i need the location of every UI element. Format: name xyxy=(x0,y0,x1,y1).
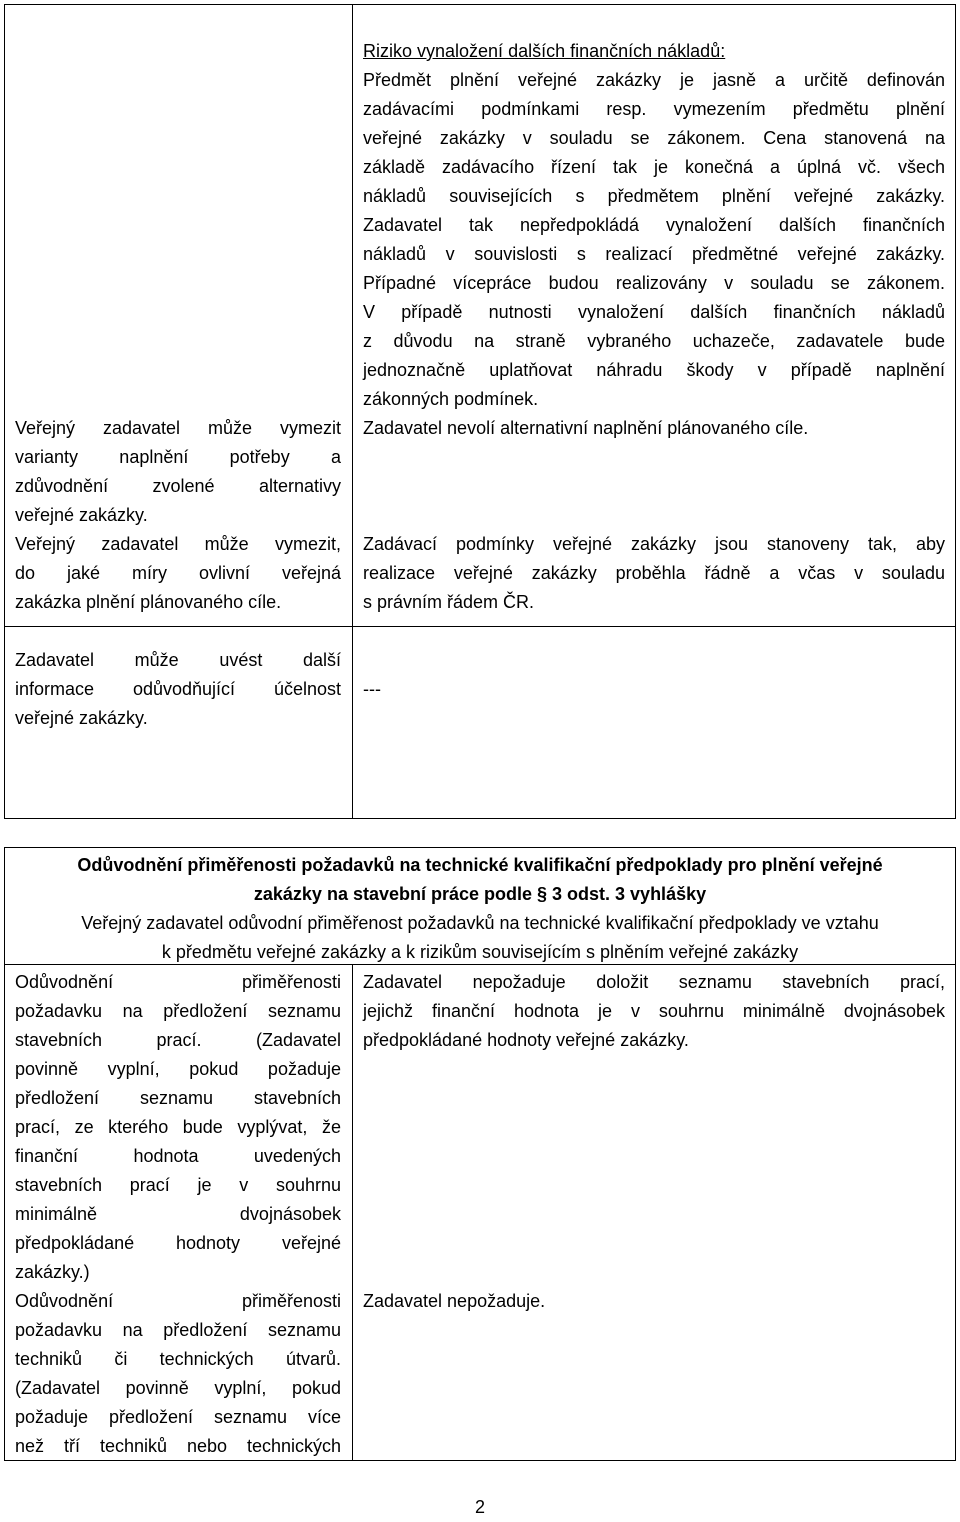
risk-line: z důvodu na straně vybraného uchazeče, zadavatele bude xyxy=(363,331,945,351)
works-list-label-line: zakázky.) xyxy=(15,1262,90,1282)
technicians-label-line: techniků či technických útvarů. xyxy=(15,1349,341,1369)
risk-line: V případě nutnosti vynaložení dalších finančních nákladů xyxy=(363,302,945,322)
risk-line: základě zadávacího řízení tak je konečná a úplná vč. všech xyxy=(363,157,945,177)
info-label-line: Zadavatel může uvést další xyxy=(15,650,341,670)
works-list-label-line: Odůvodnění přiměřenosti xyxy=(15,972,341,992)
table1-bottom-border xyxy=(4,818,956,819)
works-list-label-line: stavebních prací je v souhrnu xyxy=(15,1175,341,1195)
works-list-label-line: stavebních prací. (Zadavatel xyxy=(15,1030,341,1050)
table2-subheading-line: k předmětu veřejné zakázky a k rizikům souvisejícím s plněním veřejné zakázky xyxy=(161,942,799,962)
table2-top-border xyxy=(4,847,956,848)
risk-line: Případné vícepráce budou realizovány v souladu se zákonem. xyxy=(363,273,945,293)
variants-answer: Zadavatel nevolí alternativní naplnění plánovaného cíle. xyxy=(363,418,809,438)
risk-line: nákladů v souvislosti s realizací předmětné veřejné zakázky. xyxy=(363,244,945,264)
works-list-answer-line: Zadavatel nepožaduje doložit seznamu stavebních prací, xyxy=(363,972,945,992)
table2-heading-line: zakázky na stavební práce podle § 3 odst. 3 vyhlášky xyxy=(253,884,707,904)
table1-right-border xyxy=(955,4,956,819)
variants-label-line: varianty naplnění potřeby a xyxy=(15,447,341,467)
table1-left-border xyxy=(4,4,5,819)
table2-column-divider xyxy=(352,964,353,1461)
goal-answer-line: Zadávací podmínky veřejné zakázky jsou stanoveny tak, aby xyxy=(363,534,945,554)
goal-label-line: Veřejný zadavatel může vymezit, xyxy=(15,534,341,554)
technicians-label-line: Odůvodnění přiměřenosti xyxy=(15,1291,341,1311)
goal-answer-line: realizace veřejné zakázky proběhla řádně a včas v souladu xyxy=(363,563,945,583)
table1-top-border xyxy=(4,4,956,5)
variants-label-line: veřejné zakázky. xyxy=(15,505,148,525)
works-list-label-line: předpokládané hodnoty veřejné xyxy=(15,1233,341,1253)
variants-label-line: Veřejný zadavatel může vymezit xyxy=(15,418,341,438)
info-answer: --- xyxy=(363,679,381,699)
works-list-label-line: minimálně dvojnásobek xyxy=(15,1204,341,1224)
works-list-label-line: předložení seznamu stavebních xyxy=(15,1088,341,1108)
works-list-answer-line: jejichž finanční hodnota je v souhrnu minimálně dvojnásobek xyxy=(363,1001,945,1021)
risk-line: Předmět plnění veřejné zakázky je jasně a určitě definován xyxy=(363,70,945,90)
works-list-label-line: finanční hodnota uvedených xyxy=(15,1146,341,1166)
technicians-label-line: než tří techniků nebo technických xyxy=(15,1436,341,1456)
goal-label-line: zakázka plnění plánovaného cíle. xyxy=(15,592,282,612)
risk-line: nákladů souvisejících s předmětem plnění veřejné zakázky. xyxy=(363,186,945,206)
info-label-line: veřejné zakázky. xyxy=(15,708,148,728)
table2-subheading-line: Veřejný zadavatel odůvodní přiměřenost požadavků na technické kvalifikační předpoklady ve vztahu xyxy=(81,913,879,933)
works-list-label-line: prací, ze kterého bude vyplývat, že xyxy=(15,1117,341,1137)
table1-row-divider xyxy=(4,626,956,627)
technicians-label-line: (Zadavatel povinně vyplní, pokud xyxy=(15,1378,341,1398)
variants-label-line: zdůvodnění zvolené alternativy xyxy=(15,476,341,496)
works-list-answer-line: předpokládané hodnoty veřejné zakázky. xyxy=(363,1030,689,1050)
risk-line: zadávacími podmínkami resp. vymezením předmětu plnění xyxy=(363,99,945,119)
table2-right-border xyxy=(955,847,956,1461)
table2-heading-line: Odůvodnění přiměřenosti požadavků na technické kvalifikační předpoklady pro plnění veřejné xyxy=(77,855,883,875)
works-list-label-line: požadavku na předložení seznamu xyxy=(15,1001,341,1021)
risk-line-title: Riziko vynaložení dalších finančních nákladů: xyxy=(363,41,726,61)
risk-line: zákonných podmínek. xyxy=(363,389,539,409)
technicians-label-line: požaduje předložení seznamu více xyxy=(15,1407,341,1427)
table1-column-divider xyxy=(352,4,353,819)
page-number: 2 xyxy=(474,1497,485,1517)
risk-line: veřejné zakázky v souladu se zákonem. Cena stanovená na xyxy=(363,128,945,148)
technicians-label-line: požadavku na předložení seznamu xyxy=(15,1320,341,1340)
risk-line: jednoznačně uplatňovat náhradu škody v případě naplnění xyxy=(363,360,945,380)
goal-label-line: do jaké míry ovlivní veřejná xyxy=(15,563,341,583)
technicians-answer: Zadavatel nepožaduje. xyxy=(363,1291,546,1311)
works-list-label-line: povinně vyplní, pokud požaduje xyxy=(15,1059,341,1079)
risk-line: Zadavatel tak nepředpokládá vynaložení dalších finančních xyxy=(363,215,945,235)
goal-answer-line: s právním řádem ČR. xyxy=(363,592,535,612)
info-label-line: informace odůvodňující účelnost xyxy=(15,679,341,699)
